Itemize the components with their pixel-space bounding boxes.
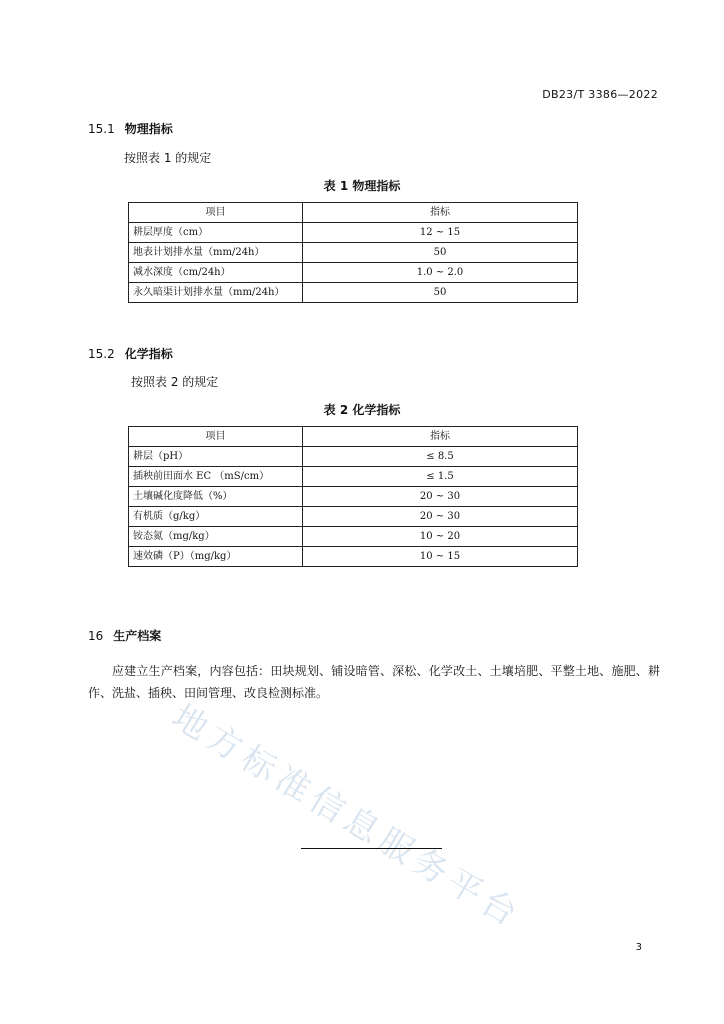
table-cell: 减水深度（cm/24h） (129, 263, 303, 283)
table-cell: 10 ~ 20 (303, 527, 578, 547)
section-title: 物理指标 (124, 122, 173, 136)
table-cell: 插秧前田面水 EC （mS/cm） (129, 467, 303, 487)
section-16-body: 应建立生产档案，内容包括：田块规划、铺设暗管、深松、化学改土、土壤培肥、平整土地、施肥、耕作、洗盐、插秧、田间管理、改良检测标准。 (88, 664, 660, 700)
watermark: 地方标准信息服务平台 (165, 696, 529, 938)
table-2 (128, 426, 578, 567)
table-row (129, 547, 578, 567)
page-number: 3 (635, 942, 642, 953)
table-cell: 12 ~ 15 (303, 223, 578, 243)
section-number: 15.2 (88, 347, 115, 361)
table-header-row (129, 427, 578, 447)
table-cell: 耕层厚度（cm） (129, 223, 303, 243)
column-header-value: 指标 (303, 427, 578, 447)
table-cell: 速效磷（P）（mg/kg） (129, 547, 303, 567)
section-15-1-intro: 按照表 1 的规定 (124, 151, 212, 165)
table-row (129, 447, 578, 467)
section-title: 生产档案 (113, 629, 162, 643)
table-cell: ≤ 1.5 (303, 467, 578, 487)
end-of-document-rule (301, 848, 442, 849)
table-cell: 20 ~ 30 (303, 507, 578, 527)
table-row (129, 263, 578, 283)
table-row (129, 467, 578, 487)
table-cell: 10 ~ 15 (303, 547, 578, 567)
table-row (129, 283, 578, 303)
table-header-row (129, 203, 578, 223)
table-cell: ≤ 8.5 (303, 447, 578, 467)
section-16-heading (88, 627, 161, 644)
table-cell: 耕层（pH） (129, 447, 303, 467)
table-row (129, 223, 578, 243)
column-header-value: 指标 (303, 203, 578, 223)
table-row (129, 243, 578, 263)
table-row (129, 487, 578, 507)
section-15-1-heading (88, 120, 173, 137)
column-header-item: 项目 (129, 427, 303, 447)
table-cell: 土壤碱化度降低（%） (129, 487, 303, 507)
table-row (129, 507, 578, 527)
table-cell: 有机质（g/kg） (129, 507, 303, 527)
table-cell: 50 (303, 243, 578, 263)
table-1-caption: 表 1 物理指标 (323, 179, 401, 193)
table-cell: 1.0 ~ 2.0 (303, 263, 578, 283)
table-cell: 50 (303, 283, 578, 303)
section-15-2-intro: 按照表 2 的规定 (131, 375, 219, 389)
column-header-item: 项目 (129, 203, 303, 223)
table-row (129, 527, 578, 547)
section-number: 16 (88, 629, 104, 643)
table-cell: 铵态氮（mg/kg） (129, 527, 303, 547)
section-15-2-heading (88, 345, 173, 362)
table-2-caption: 表 2 化学指标 (323, 403, 401, 417)
table-cell: 20 ~ 30 (303, 487, 578, 507)
table-cell: 永久暗渠计划排水量（mm/24h） (129, 283, 303, 303)
section-number: 15.1 (88, 122, 115, 136)
table-cell: 地表计划排水量（mm/24h） (129, 243, 303, 263)
standard-code: DB23/T 3386—2022 (542, 88, 658, 101)
table-1 (128, 202, 578, 303)
section-title: 化学指标 (124, 347, 173, 361)
